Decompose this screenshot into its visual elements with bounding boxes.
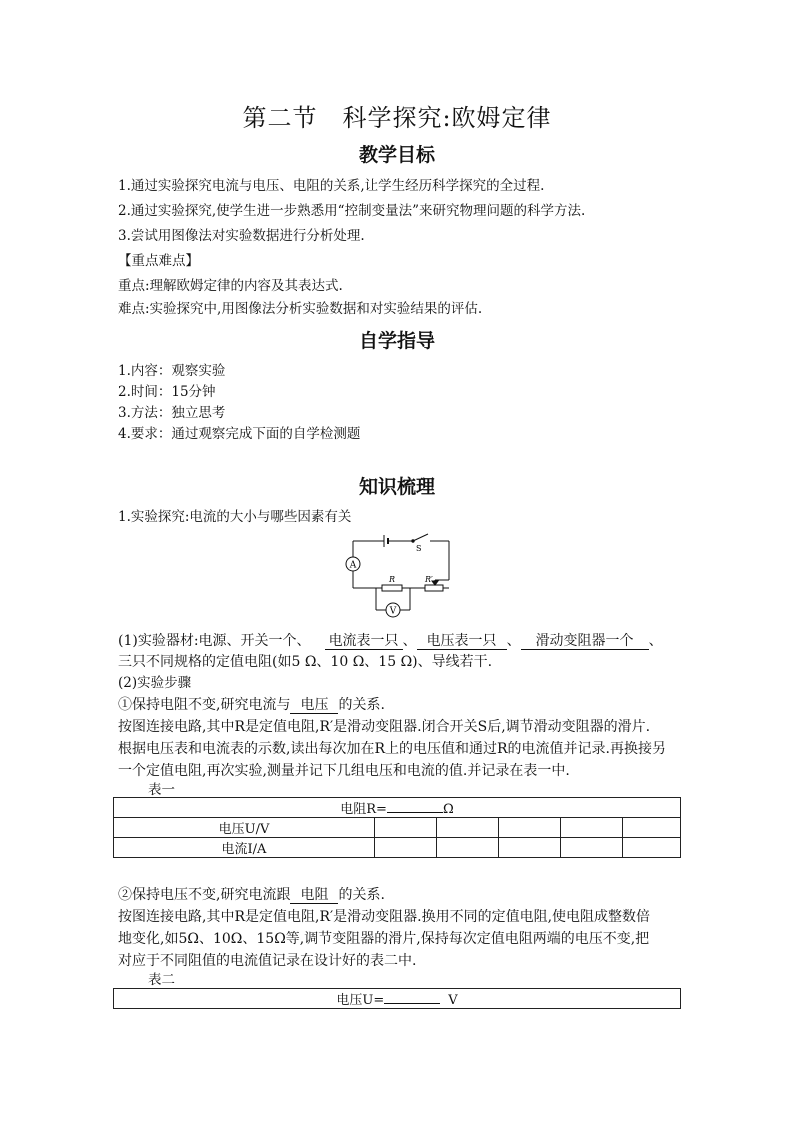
table-cell[interactable] [499, 838, 561, 858]
step-1-text: 按图连接电路,其中R是定值电阻,R′是滑动变阻器.闭合开关S后,调节滑动变阻器的滑片. [118, 719, 651, 735]
equipment-line: (1)实验器材:电源、开关一个、 电流表一只 、 电压表一只 、 滑动变阻器一个 、 [118, 633, 663, 649]
table-cell[interactable] [437, 818, 499, 838]
table-cell[interactable] [623, 818, 681, 838]
resistance-blank[interactable] [387, 800, 443, 813]
equipment-prefix: (1)实验器材:电源、开关一个、 [118, 633, 311, 649]
guidance-item: 3.方法：独立思考 [118, 405, 226, 421]
step-2-text: 按图连接电路,其中R是定值电阻,R′是滑动变阻器.换用不同的定值电阻,使电阻成整数倍 [118, 909, 651, 925]
row-label-current: 电流I/A [114, 838, 375, 858]
circuit-diagram [340, 528, 460, 624]
answer-voltmeter: 电压表一只 [417, 633, 507, 650]
table-1-caption: 表一 [148, 782, 175, 798]
rheostat-label: R′ [425, 575, 433, 584]
section-heading-guidance: 自学指导 [358, 330, 435, 352]
switch-label: S [416, 544, 422, 553]
guidance-item: 1.内容：观察实验 [118, 363, 226, 379]
table-cell[interactable] [499, 818, 561, 838]
table-row [114, 798, 681, 818]
voltage-blank[interactable] [384, 991, 440, 1004]
ammeter-label: A [349, 560, 357, 571]
step-1-text: 一个定值电阻,再次实验,测量并记下几组电压和电流的值.并记录在表一中. [118, 763, 570, 779]
table-cell[interactable] [375, 838, 437, 858]
step-2-prefix: ②保持电压不变,研究电流跟 [118, 887, 291, 903]
key-points-label: 【重点难点】 [118, 253, 199, 269]
section-heading-knowledge: 知识梳理 [358, 476, 435, 498]
step-2-text: 对应于不同阻值的电流值记录在设计好的表二中. [118, 953, 417, 969]
answer-voltage: 电压 [290, 697, 338, 714]
table-cell[interactable] [437, 838, 499, 858]
table-cell[interactable] [561, 838, 623, 858]
answer-resistance: 电阻 [290, 887, 338, 904]
table-row [114, 838, 681, 858]
page-title: 第二节 科学探究:欧姆定律 [242, 104, 552, 132]
resistor-label: R [389, 575, 396, 584]
table-cell[interactable] [623, 838, 681, 858]
table-2-header: 电压U= V [114, 989, 681, 1009]
question-1: 1.实验探究:电流的大小与哪些因素有关 [118, 509, 352, 525]
table-cell[interactable] [561, 818, 623, 838]
step-1-prefix: ①保持电阻不变,研究电流与 [118, 697, 291, 713]
step-2-text: 地变化,如5Ω、10Ω、15Ω等,调节变阻器的滑片,保持每次定值电阻两端的电压不变,把 [118, 931, 650, 947]
difficult-point: 难点:实验探究中,用图像法分析实验数据和对实验结果的评估. [118, 301, 483, 317]
step-1-suffix: 的关系. [338, 697, 385, 713]
answer-ammeter: 电流表一只 [325, 633, 403, 650]
voltmeter-label: V [389, 606, 397, 617]
table-row [114, 989, 681, 1009]
answer-rheostat: 滑动变阻器一个 [521, 633, 649, 650]
section-heading-objectives: 教学目标 [358, 144, 435, 166]
guidance-item: 4.要求：通过观察完成下面的自学检测题 [118, 426, 361, 442]
table-2-caption: 表二 [148, 972, 175, 988]
row-label-voltage: 电压U/V [114, 818, 375, 838]
resistor-icon [382, 585, 402, 591]
table-1 [113, 797, 681, 858]
key-point: 重点:理解欧姆定律的内容及其表达式. [118, 278, 343, 294]
table-1-header: 电阻R= Ω [114, 798, 681, 818]
steps-label: (2)实验步骤 [118, 675, 192, 691]
table-2 [113, 988, 681, 1009]
equipment-line-2: 三只不同规格的定值电阻(如5 Ω、10 Ω、15 Ω)、导线若干. [118, 654, 493, 670]
objective-item: 1.通过实验探究电流与电压、电阻的关系,让学生经历科学探究的全过程. [118, 178, 545, 194]
step-2-suffix: 的关系. [338, 887, 385, 903]
objective-item: 3.尝试用图像法对实验数据进行分析处理. [118, 228, 365, 244]
table-row [114, 818, 681, 838]
step-1-text: 根据电压表和电流表的示数,读出每次加在R上的电压值和通过R的电流值并记录.再换接另 [118, 741, 666, 757]
step-2-title [118, 885, 385, 905]
objective-item: 2.通过实验探究,使学生进一步熟悉用“控制变量法”来研究物理问题的科学方法. [118, 203, 586, 219]
step-1-title [118, 695, 385, 715]
table-cell[interactable] [375, 818, 437, 838]
rheostat-icon [425, 585, 443, 591]
guidance-item: 2.时间：15分钟 [118, 384, 216, 400]
